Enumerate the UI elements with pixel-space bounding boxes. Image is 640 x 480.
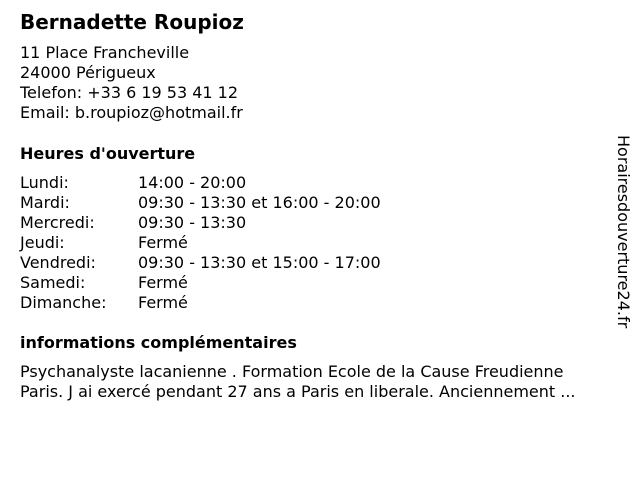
day-label: Samedi: — [20, 273, 86, 292]
hours-value: 09:30 - 13:30 et 16:00 - 20:00 — [138, 193, 381, 212]
opening-hours-heading: Heures d'ouverture — [20, 144, 196, 163]
contact-card — [20, 0, 620, 402]
day-label: Vendredi: — [20, 253, 96, 272]
email-address: Email: b.roupioz@hotmail.fr — [20, 103, 243, 122]
address-block — [20, 43, 620, 123]
hours-value: 09:30 - 13:30 — [138, 213, 247, 232]
day-label: Jeudi: — [20, 233, 65, 252]
hours-value: Fermé — [138, 233, 188, 252]
phone-number: Telefon: +33 6 19 53 41 12 — [20, 83, 239, 102]
city-postal: 24000 Périgueux — [20, 63, 156, 82]
hours-row-sunday — [20, 293, 620, 313]
additional-info-text — [20, 362, 620, 402]
hours-value: 14:00 - 20:00 — [138, 173, 247, 192]
opening-hours-table — [20, 173, 620, 313]
day-label: Mardi: — [20, 193, 70, 212]
hours-row-wednesday — [20, 213, 620, 233]
additional-info-heading: informations complémentaires — [20, 333, 297, 352]
hours-value: Fermé — [138, 273, 188, 292]
hours-value: Fermé — [138, 293, 188, 312]
info-line: Psychanalyste lacanienne . Formation Ecole de la Cause Freudienne — [20, 362, 564, 381]
hours-row-tuesday — [20, 193, 620, 213]
day-label: Mercredi: — [20, 213, 95, 232]
day-label: Dimanche: — [20, 293, 107, 312]
hours-row-thursday — [20, 233, 620, 253]
site-watermark: Horairesdouverture24.fr — [614, 135, 633, 329]
hours-row-monday — [20, 173, 620, 193]
contact-name: Bernadette Roupioz — [20, 10, 244, 34]
hours-row-friday — [20, 253, 620, 273]
street-address: 11 Place Francheville — [20, 43, 190, 62]
hours-row-saturday — [20, 273, 620, 293]
hours-value: 09:30 - 13:30 et 15:00 - 17:00 — [138, 253, 381, 272]
day-label: Lundi: — [20, 173, 69, 192]
info-line: Paris. J ai exercé pendant 27 ans a Paris en liberale. Anciennement ... — [20, 382, 576, 401]
